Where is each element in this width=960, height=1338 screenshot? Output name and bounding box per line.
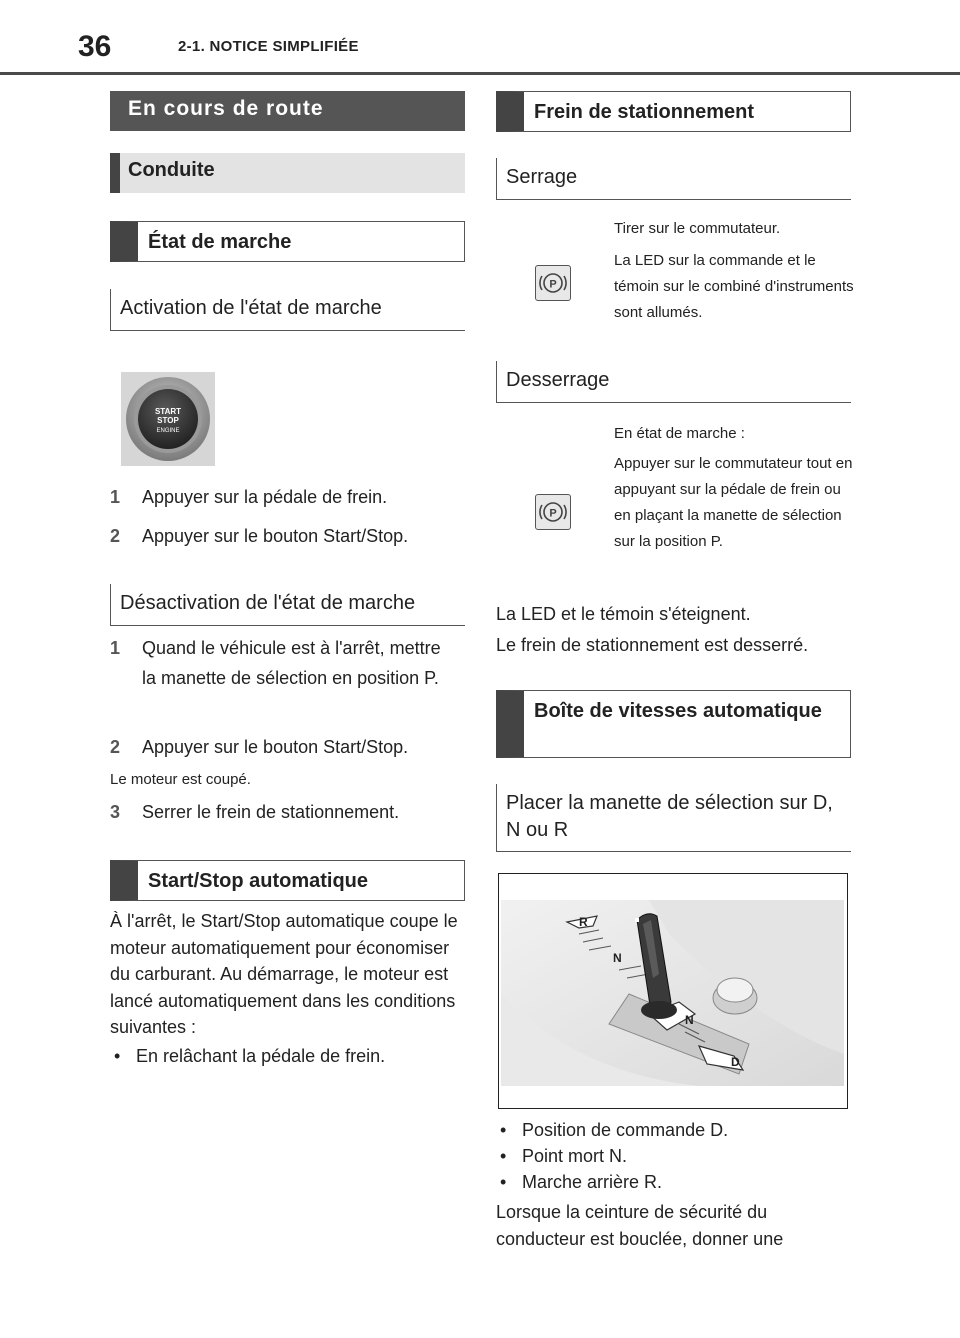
led-off-text: La LED et le témoin s'éteignent. [496, 604, 751, 624]
start-stop-button-image [121, 372, 215, 466]
box-title-auto-start-stop: Start/Stop automatique [110, 860, 465, 901]
page-number: 36 [78, 30, 112, 63]
parking-brake-icon [536, 266, 570, 300]
apply-instruction: Tirer sur le commutateur. [614, 220, 781, 237]
step-number: 2 [110, 737, 121, 757]
brake-released-text: Le frein de stationnement est desserré. [496, 635, 809, 655]
apply-led-note: La LED sur la commande et le témoin sur le combiné d'instruments sont allumés. [614, 252, 854, 321]
start-stop-button-icon [121, 372, 215, 466]
chapter-title: 2-1. NOTICE SIMPLIFIÉE [178, 38, 359, 55]
seatbelt-text: Lorsque la ceinture de sécurité du conducteur est bouclée, donner une [496, 1202, 784, 1249]
step-text: Appuyer sur la pédale de frein. [142, 487, 388, 507]
release-condition: En état de marche : [614, 425, 745, 442]
gear-selector-drawing [499, 874, 846, 1107]
gear-label-n-lower: N [685, 1013, 694, 1027]
heading-release: Desserrage [496, 361, 851, 403]
bullet-dot: • [114, 1046, 121, 1066]
bullet-text: Point mort N. [522, 1146, 628, 1166]
deactivation-step-1 [110, 633, 465, 723]
bullet-text: Position de commande D. [522, 1120, 729, 1140]
header-rule [0, 72, 960, 75]
gear-selector-illustration [498, 873, 848, 1109]
step-number: 2 [110, 526, 121, 546]
bullet-dot: • [500, 1120, 507, 1140]
gear-label-r: R [579, 915, 588, 929]
bullet-dot: • [500, 1172, 507, 1192]
step-number: 3 [110, 802, 121, 822]
heading-selector-position: Placer la manette de sélection sur D, N ou R [496, 784, 851, 852]
gear-bullet-r [496, 1169, 856, 1195]
box-title-running-state: État de marche [110, 221, 465, 262]
step-number: 1 [110, 638, 121, 658]
parking-icon-letter: P [549, 278, 557, 291]
heading-activation: Activation de l'état de marche [110, 289, 465, 331]
step-text: Quand le véhicule est à l'arrêt, mettre la manette de sélection en position P. [142, 638, 441, 688]
deactivation-step-3 [110, 797, 465, 827]
engine-off-note: Le moteur est coupé. [110, 771, 251, 788]
bullet-text: Marche arrière R. [522, 1172, 663, 1192]
box-title-automatic-gearbox: Boîte de vitesses automatique [496, 690, 851, 758]
parking-brake-switch-image [535, 494, 571, 530]
parking-brake-icon [536, 495, 570, 529]
gear-bullet-d [496, 1117, 856, 1143]
subsection-title-driving: Conduite [110, 153, 465, 193]
heading-apply: Serrage [496, 158, 851, 200]
gear-label-n-upper: N [613, 951, 622, 965]
bullet-dot: • [500, 1146, 507, 1166]
gear-label-d: D [731, 1055, 740, 1069]
deactivation-step-2 [110, 732, 465, 762]
step-text: Serrer le frein de stationnement. [142, 802, 400, 822]
parking-icon-letter: P [549, 507, 557, 520]
button-label-engine: ENGINE [156, 428, 180, 434]
box-title-parking-brake: Frein de stationnement [496, 91, 851, 132]
bullet-text: En relâchant la pédale de frein. [136, 1046, 386, 1066]
step-number: 1 [110, 487, 121, 507]
step-text: Appuyer sur le bouton Start/Stop. [142, 737, 409, 757]
activation-step-2 [110, 521, 465, 551]
heading-deactivation: Désactivation de l'état de marche [110, 584, 465, 626]
gear-bullet-n [496, 1143, 856, 1169]
release-instruction: Appuyer sur le commutateur tout en appuyant sur la pédale de frein ou en plaçant la manette de sélection sur la position P. [614, 455, 853, 550]
activation-step-1 [110, 482, 465, 512]
parking-brake-switch-image [535, 265, 571, 301]
auto-start-stop-text: À l'arrêt, le Start/Stop automatique coupe le moteur automatiquement pour économiser du carburant. Au démarrage, le moteur est lancé automatiquement dans les conditions suivantes : [110, 911, 458, 1037]
button-label-stop: STOP [157, 416, 179, 425]
section-title-driving: En cours de route [110, 91, 465, 131]
step-text: Appuyer sur le bouton Start/Stop. [142, 526, 409, 546]
button-label-start: START [154, 407, 182, 416]
